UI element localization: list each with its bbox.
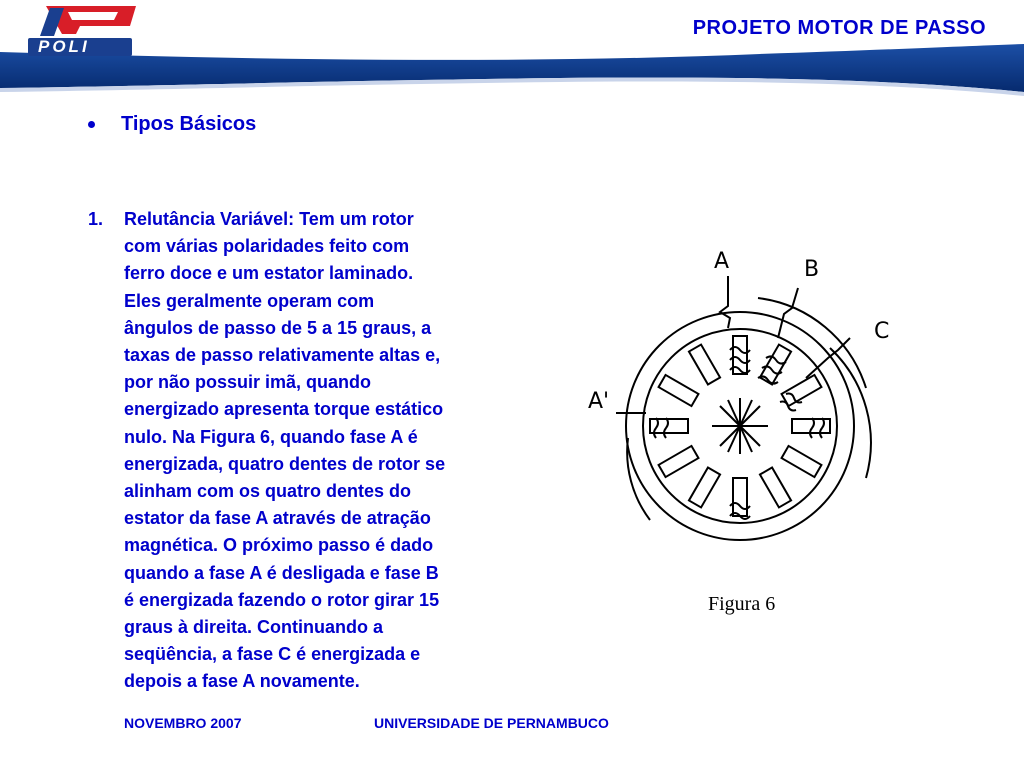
paragraph-line: por não possuir imã, quando <box>124 372 372 393</box>
paragraph-line: quando a fase A é desligada e fase B <box>124 562 439 583</box>
rotor <box>712 398 768 454</box>
coil-right <box>810 418 824 438</box>
paragraph-line: graus à direita. Continuando a <box>124 617 384 638</box>
paragraph-line: seqüência, a fase C é energizada e <box>124 644 421 665</box>
lead-c <box>806 338 850 378</box>
footer-date: NOVEMBRO 2007 <box>124 715 242 731</box>
paragraph-line: depois a fase A novamente. <box>124 671 360 692</box>
header-band <box>0 0 1024 100</box>
paragraph-line: é energizada fazendo o rotor girar 15 <box>124 589 440 610</box>
paragraph-line: ângulos de passo de 5 a 15 graus, a <box>124 317 432 338</box>
paragraph-line: nulo. Na Figura 6, quando fase A é <box>124 426 418 447</box>
paragraph-line: taxas de passo relativamente altas e, <box>124 345 441 366</box>
lead-a <box>720 276 730 328</box>
coil-a-prime <box>654 418 668 438</box>
paragraph-line: Relutância Variável: Tem um rotor <box>124 209 414 229</box>
label-b: B <box>804 257 820 282</box>
footer-institution: UNIVERSIDADE DE PERNAMBUCO <box>374 715 609 731</box>
bullet-heading: Tipos Básicos <box>121 113 257 135</box>
lead-b <box>778 288 798 338</box>
bullet-item <box>88 113 256 136</box>
phase-arc <box>758 298 866 388</box>
label-a: A <box>714 249 730 274</box>
paragraph-line: energizado apresenta torque estático <box>124 399 444 420</box>
logo-text: POLI <box>38 37 90 56</box>
header-band-shape <box>0 0 1024 100</box>
paragraph-line: estator da fase A através de atração <box>124 508 431 529</box>
label-a-prime: A' <box>588 389 610 414</box>
item-number: 1. <box>88 209 104 229</box>
stepper-motor-figure <box>580 238 900 628</box>
paragraph-line: com várias polaridades feito com <box>124 236 410 257</box>
bullet-dot-icon <box>88 121 95 128</box>
label-c: C <box>874 319 890 344</box>
poli-logo <box>28 4 140 58</box>
paragraph-line: energizada, quatro dentes de rotor se <box>124 453 446 474</box>
page-title: PROJETO MOTOR DE PASSO <box>692 17 986 39</box>
figure-caption: Figura 6 <box>708 593 776 615</box>
paragraph-line: Eles geralmente operam com <box>124 290 375 311</box>
item-paragraph <box>124 206 538 696</box>
stepper-motor-diagram <box>580 238 900 628</box>
paragraph-line: magnética. O próximo passo é dado <box>124 535 434 556</box>
paragraph-line: alinham com os quatro dentes do <box>124 481 412 502</box>
paragraph-line: ferro doce e um estator laminado. <box>124 263 414 284</box>
